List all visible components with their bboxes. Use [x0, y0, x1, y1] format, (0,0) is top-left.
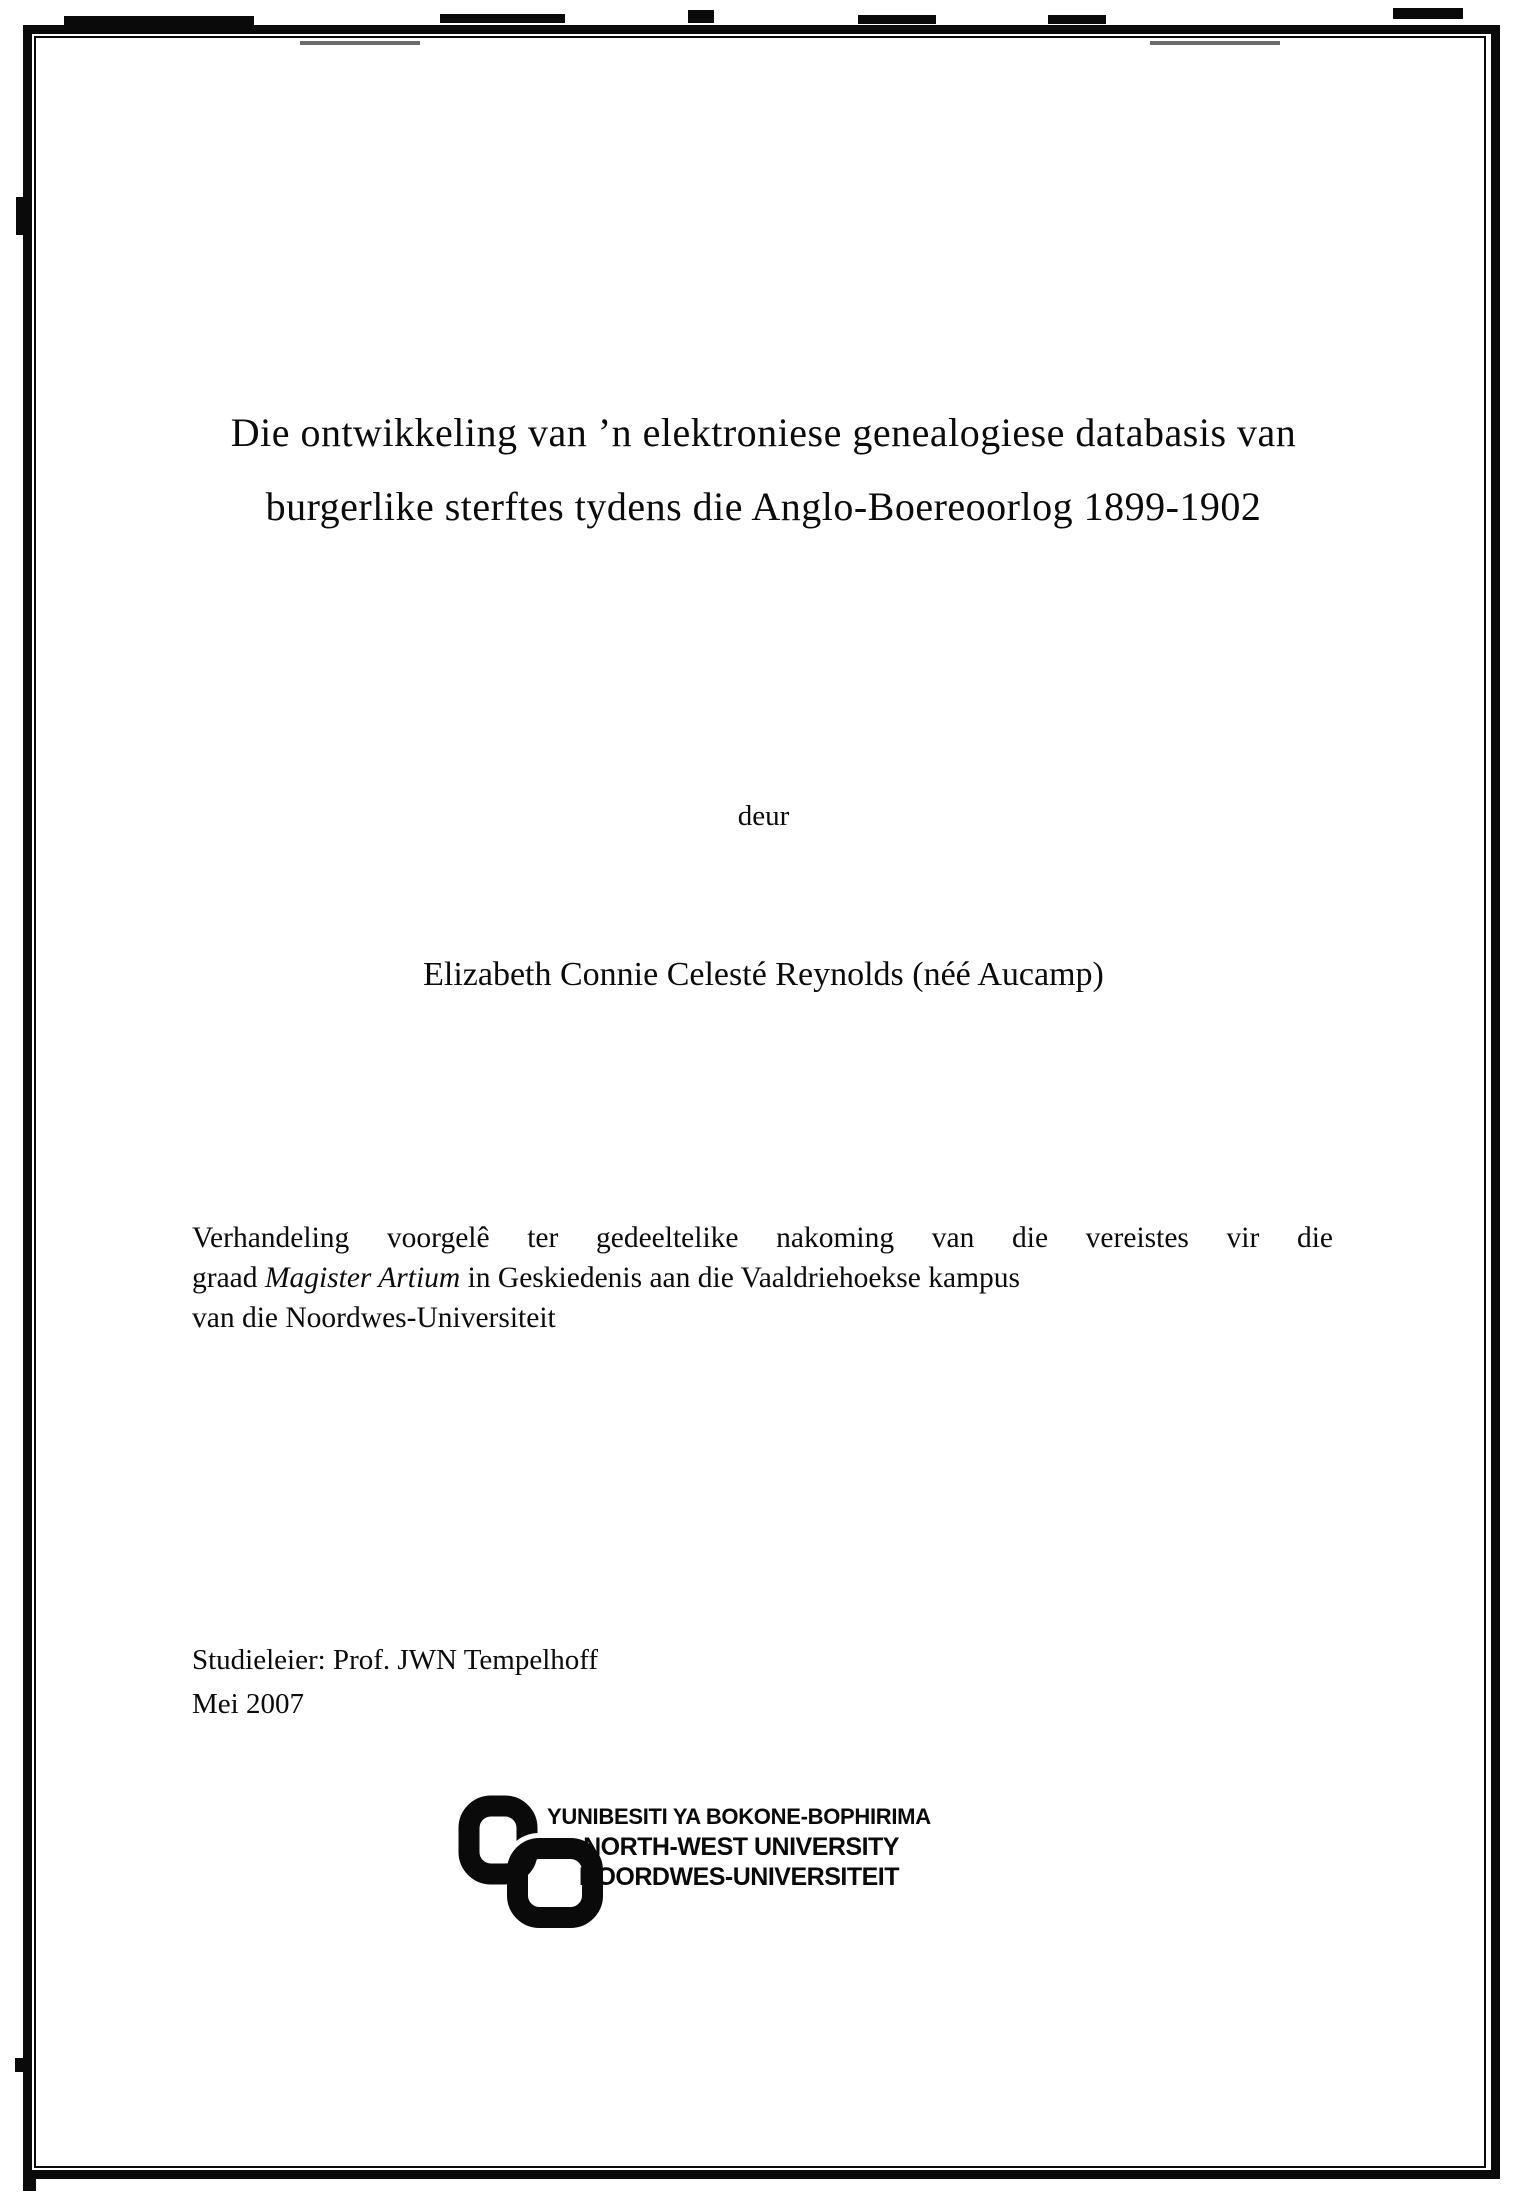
thesis-title-line-1: Die ontwikkeling van ’n elektroniese genealogiese databasis van [230, 410, 1297, 455]
byline-deur: deur [737, 800, 790, 832]
submission-line-3: van die Noordwes-Universiteit [192, 1302, 556, 1334]
scan-artifact [1150, 41, 1280, 45]
submission-line-1: Verhandeling voorgelê ter gedeeltelike nakoming van die vereistes vir die [192, 1222, 1333, 1254]
logo-line-setswana: YUNIBESITI YA BOKONE-BOPHIRIMA [547, 1804, 931, 1829]
scan-artifact [858, 15, 936, 24]
supervisor-line: Studieleier: Prof. JWN Tempelhoff [192, 1644, 599, 1676]
date-line: Mei 2007 [192, 1688, 304, 1720]
submission-line-2-prefix: graad [192, 1262, 265, 1294]
scan-artifact [64, 16, 254, 26]
scan-artifact [688, 10, 714, 23]
thesis-title [97, 396, 1430, 544]
scan-artifact [440, 14, 565, 23]
logo-line-english: NORTH-WEST UNIVERSITY [583, 1833, 899, 1861]
submission-line-2-suffix: in Geskiedenis aan die Vaaldriehoekse kampus [460, 1262, 1020, 1294]
scan-artifact [1048, 15, 1106, 24]
scan-artifact [15, 2058, 24, 2072]
scan-artifact [1393, 8, 1463, 19]
supervisor-block [192, 1638, 598, 1726]
scan-artifact [300, 41, 420, 45]
author-name: Elizabeth Connie Celesté Reynolds (néé Aucamp) [423, 956, 1104, 993]
logo-line-afrikaans: NOORDWES-UNIVERSITEIT [578, 1863, 899, 1891]
submission-statement [192, 1218, 1333, 1338]
submission-line-2 [192, 1258, 1333, 1298]
thesis-title-line-2: burgerlike sterftes tydens die Anglo-Boereoorlog 1899-1902 [265, 484, 1262, 529]
logo-wordmark [547, 1802, 931, 1892]
degree-name-italic: Magister Artium [264, 1262, 461, 1294]
scan-artifact [16, 197, 24, 235]
university-logo [458, 1795, 931, 1940]
scan-artifact [23, 2179, 36, 2191]
